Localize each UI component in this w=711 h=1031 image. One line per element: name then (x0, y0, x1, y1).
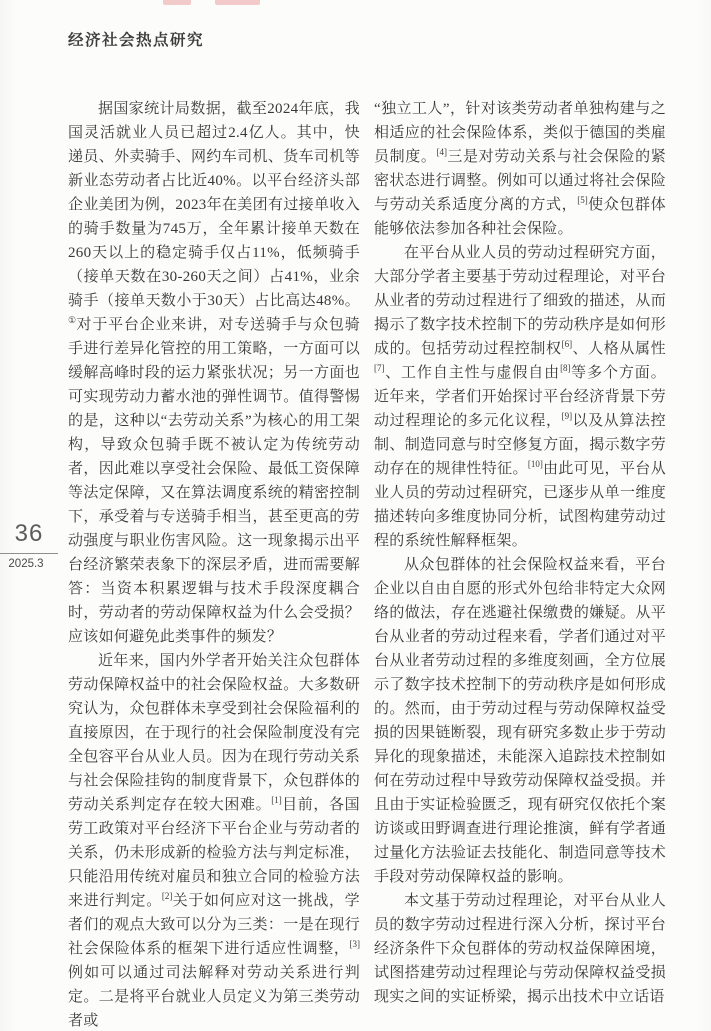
paragraph: 本文基于劳动过程理论，对平台从业人员的数字劳动过程进行深入分析，探讨平台经济条件下众包群体的劳动权益保障困境，试图搭建劳动过程理论与劳动保障权益受损现实之间的实证桥梁，揭示出技术中立话语 (374, 893, 666, 1005)
issue-label: 2025.3 (8, 558, 44, 570)
paragraph: 据国家统计局数据，截至2024年底，我国灵活就业人员已超过2.4亿人。其中，快递员、外卖骑手、网约车司机、货车司机等新业态劳动者占比近40%。以平台经济头部企业美团为例，2023年在美团有过接单收入的骑手数量为745万，全年累计接单天数在260天以上的稳定骑手仅占11%，低频骑手（接单天数在30-260天之间）占41%，业余骑手（接单天数小于30天）占比高达48%。①对于平台企业来讲，对专送骑手与众包骑手进行差异化管控的用工策略，一方面可以缓解高峰时段的运力紧张状况；另一方面也可实现劳动力蓄水池的弹性调节。值得警惕的是，这种以“去劳动关系”为核心的用工架构，导致众包骑手既不被认定为传统劳动者，因此难以享受社会保险、最低工资保障等法定保障，又在算法调度系统的精密控制下，承受着与专送骑手相当，甚至更高的劳动强度与职业伤害风险。这一现象揭示出平台经济繁荣表象下的深层矛盾，进而需要解答：当资本积累逻辑与技术手段深度耦合时，劳动者的劳动保障权益为什么会受损？应该如何避免此类事件的频发？ (68, 101, 360, 645)
paragraph: 在平台从业人员的劳动过程研究方面，大部分学者主要基于劳动过程理论，对平台从业者的劳动过程进行了细致的描述，从而揭示了数字技术控制下的劳动秩序是如何形成的。包括劳动过程控制权[6]、人格从属性[7]、工作自主性与虚假自由[8]等多个方面。近年来，学者们开始探讨平台经济背景下劳动过程理论的多元化议程，[9]以及从算法控制、制造同意与时空修复方面，揭示数字劳动存在的规律性特征。[10]由此可见，平台从业人员的劳动过程研究，已逐步从单一维度描述转向多维度协同分析，试图构建劳动过程的系统性解释框架。 (374, 245, 666, 549)
page-number: 36 (14, 520, 44, 547)
page-margin-block (0, 520, 58, 570)
margin-divider (0, 553, 58, 554)
paragraph: 从众包群体的社会保险权益来看，平台企业以自由自愿的形式外包给非特定大众网络的做法，存在逃避社保缴费的嫌疑。从平台从业者的劳动过程来看，学者们通过对平台从业者劳动过程的多维度刻画，全方位展示了数字技术控制下的劳动秩序是如何形成的。然而，由于劳动过程与劳动保障权益受损的因果链断裂，现有研究多数止步于劳动异化的现象描述，未能深入追踪技术控制如何在劳动过程中导致劳动保障权益受损。并且由于实证检验匮乏，现有研究仅依托个案访谈或田野调查进行理论推演，鲜有学者通过量化方法验证去技能化、制造同意等技术手段对劳动保障权益的影响。 (374, 557, 666, 885)
top-edge-red-mark (215, 0, 260, 5)
section-header: 经济社会热点研究 (68, 32, 205, 49)
top-edge-red-mark (163, 0, 191, 5)
paragraph: 近年来，国内外学者开始关注众包群体劳动保障权益中的社会保险权益。大多数研究认为，众包群体未享受到社会保险福利的直接原因，在于现行的社会保险制度没有完全包容平台从业人员。因为在现行劳动关系与社会保险挂钩的制度背景下，众包群体的劳动关系判定存在较大困难。[1]目前，各国劳工政策对平台经济下平台企业与劳动者的关系，仍未形成新的检验方法与判定标准，只能沿用传统对雇员和独立合同的检验方法来进行判定。[2]关于如何应对这一挑战，学者们的观点大致可以分为三类：一是在现行社会保险体系的框架下进行适应性调整，[3]例如可以通过司法解释对劳动关系进行判定。二是将平台就业人员定义为第三类劳动者或 (68, 653, 360, 1029)
paragraph: “独立工人”，针对该类劳动者单独构建与之相适应的社会保险体系，类似于德国的类雇员制度。[4]三是对劳动关系与社会保险的紧密状态进行调整。例如可以通过将社会保险与劳动关系适度分离的方式，[5]使众包群体能够依法参加各种社会保险。 (374, 101, 667, 237)
article-body (68, 97, 666, 1031)
left-column (68, 97, 360, 1031)
right-column (374, 97, 666, 1031)
